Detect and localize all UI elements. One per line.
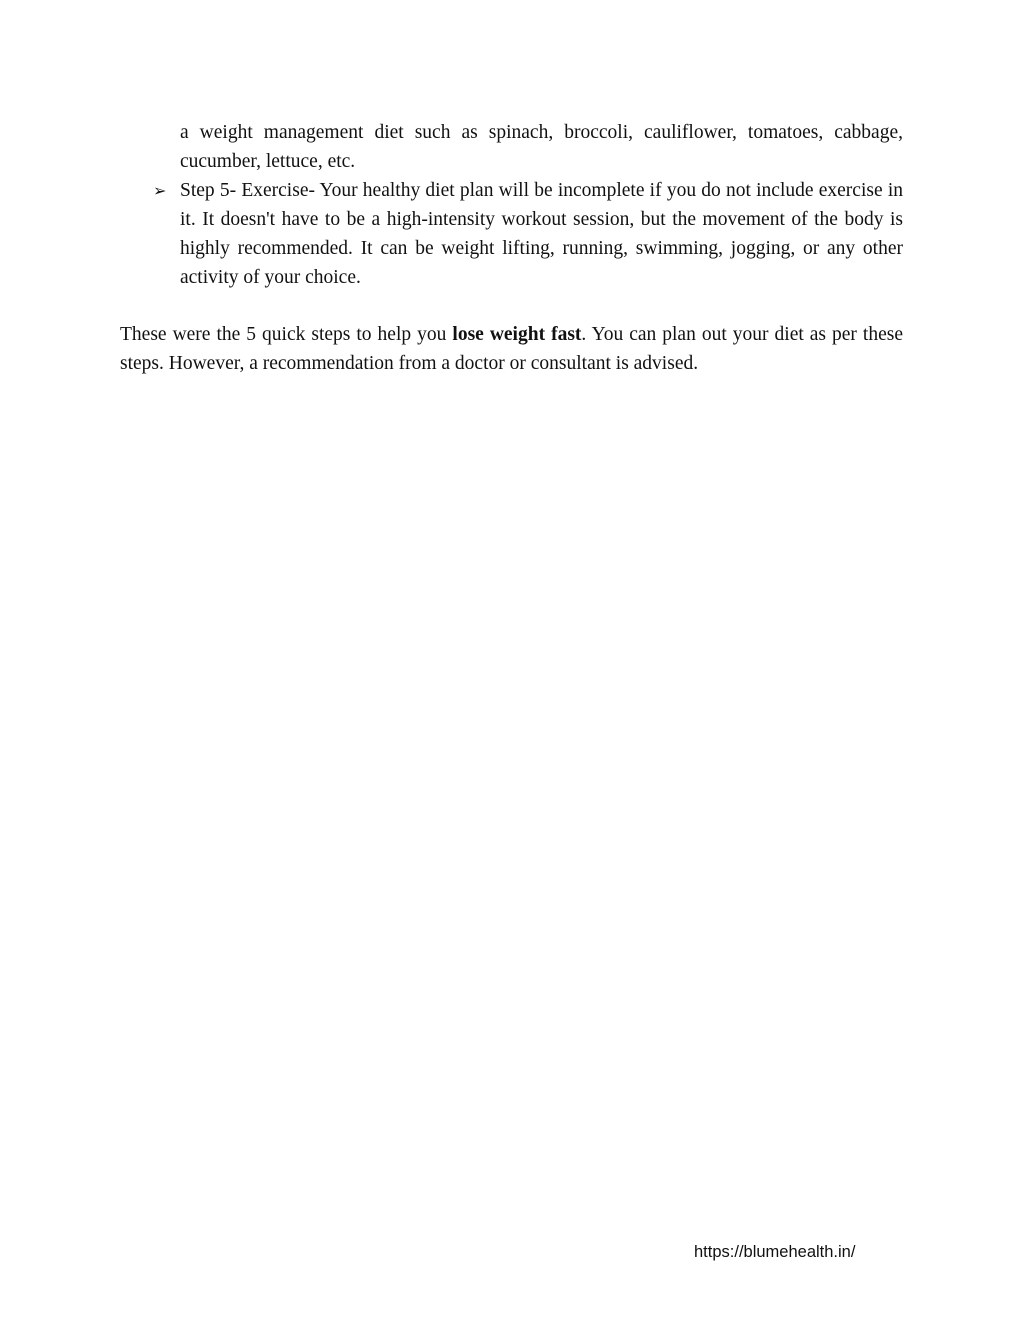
footer-url[interactable]: https://blumehealth.in/: [694, 1243, 856, 1261]
closing-paragraph-keyword: lose weight fast: [452, 324, 582, 345]
arrow-bullet-icon: ➢: [153, 181, 167, 200]
closing-paragraph-tail: . You can plan out your diet as per these steps. However, a recommendation from a doctor or consultant is advised.: [120, 324, 903, 374]
closing-paragraph-lead: These were the 5 quick steps to help you: [120, 324, 453, 345]
closing-paragraph: [120, 320, 903, 378]
list-continuation-text: a weight management diet such as spinach, broccoli, cauliflower, tomatoes, cabbage, cucumber, lettuce, etc.: [180, 122, 903, 172]
list-item-text: Step 5- Exercise- Your healthy diet plan will be incomplete if you do not include exercise in it. It doesn't have to be a high-intensity workout session, but the movement of the body is highly recommended. It can be weight lifting, running, swimming, jogging, or any other activity of your choice.: [180, 180, 903, 288]
